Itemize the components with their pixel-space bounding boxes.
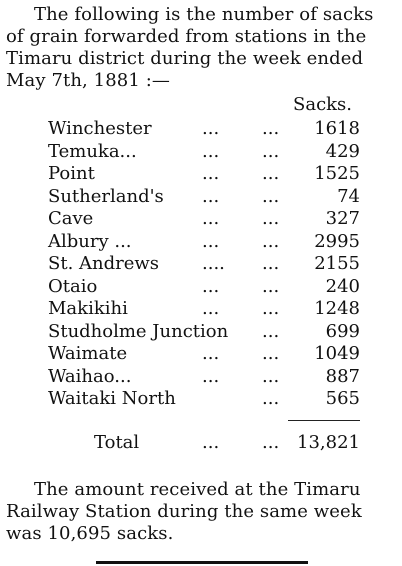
leader-dots: ... <box>262 320 280 342</box>
leader-dots: ... <box>262 118 280 139</box>
station-name: Otaio <box>48 275 98 297</box>
leader-dots: ... <box>262 365 280 387</box>
table-row <box>0 253 402 275</box>
intro-line: May 7th, 1881 :— <box>6 70 170 91</box>
station-name: Waihao... <box>48 365 132 387</box>
sacks-value: 1525 <box>314 163 360 184</box>
leader-dots: ... <box>262 208 280 229</box>
station-name: Point <box>48 163 95 184</box>
station-name: St. Andrews <box>48 253 160 274</box>
table-row <box>0 231 402 253</box>
leader-dots: ... <box>202 185 220 207</box>
intro-line: The following is the number of sacks <box>34 4 374 25</box>
table-row <box>0 366 402 388</box>
intro-paragraph <box>6 4 398 92</box>
leader-dots: ... <box>202 343 220 364</box>
station-name: Cave <box>48 208 94 229</box>
leader-dots: ... <box>202 118 220 139</box>
leader-dots: ... <box>202 298 220 319</box>
leader-dots: ... <box>262 343 280 364</box>
leader-dots: ... <box>262 230 280 252</box>
closing-rule <box>96 561 308 564</box>
leader-dots: ... <box>202 432 220 453</box>
sacks-value: 429 <box>325 140 360 162</box>
sacks-column-header: Sacks. <box>293 94 353 115</box>
station-name: Waimate <box>48 343 128 364</box>
station-name: Temuka... <box>48 140 137 162</box>
outro-line: The amount received at the Timaru <box>34 479 361 500</box>
station-name: Waitaki North <box>48 388 176 409</box>
sacks-value: 2155 <box>314 253 360 274</box>
table-row <box>0 186 402 208</box>
table-row <box>0 118 402 140</box>
leader-dots: ... <box>202 208 220 229</box>
station-name: Albury ... <box>48 230 132 252</box>
leader-dots: ... <box>262 140 280 162</box>
outro-line: was 10,695 sacks. <box>6 523 174 544</box>
leader-dots: ... <box>262 432 280 453</box>
outro-paragraph <box>6 479 398 545</box>
leader-dots: ... <box>202 163 220 184</box>
table-row <box>0 163 402 185</box>
leader-dots: ... <box>262 253 280 274</box>
intro-line: Timaru district during the week ended <box>6 48 364 69</box>
sacks-value: 1618 <box>314 118 360 139</box>
leader-dots: ... <box>202 140 220 162</box>
table-row <box>0 141 402 163</box>
station-name: Studholme Junction <box>48 320 229 342</box>
sacks-value: 240 <box>325 275 360 297</box>
sacks-value: 887 <box>325 365 360 387</box>
leader-dots: ... <box>202 365 220 387</box>
table-row <box>0 276 402 298</box>
table-row <box>0 388 402 410</box>
table-row <box>0 298 402 320</box>
sacks-value: 1248 <box>314 298 360 319</box>
leader-dots: ... <box>262 298 280 319</box>
leader-dots: .... <box>202 253 225 274</box>
table-row <box>0 321 402 343</box>
leader-dots: ... <box>202 275 220 297</box>
sacks-value: 327 <box>325 208 360 229</box>
sum-rule <box>288 420 360 421</box>
total-value: 13,821 <box>297 432 360 453</box>
total-row <box>0 432 402 454</box>
table-row <box>0 343 402 365</box>
sacks-value: 74 <box>337 185 360 207</box>
table-row <box>0 208 402 230</box>
outro-line: Railway Station during the same week <box>6 501 362 522</box>
sacks-value: 1049 <box>314 343 360 364</box>
sacks-value: 565 <box>325 388 360 409</box>
total-label: Total <box>94 432 140 453</box>
leader-dots: ... <box>262 275 280 297</box>
station-name: Makikihi <box>48 298 128 319</box>
leader-dots: ... <box>202 230 220 252</box>
sacks-value: 2995 <box>314 230 360 252</box>
station-name: Sutherland's <box>48 185 164 207</box>
leader-dots: ... <box>262 163 280 184</box>
leader-dots: ... <box>262 185 280 207</box>
leader-dots: ... <box>262 388 280 409</box>
sacks-value: 699 <box>325 320 360 342</box>
intro-line: of grain forwarded from stations in the <box>6 26 367 47</box>
station-name: Winchester <box>48 118 152 139</box>
